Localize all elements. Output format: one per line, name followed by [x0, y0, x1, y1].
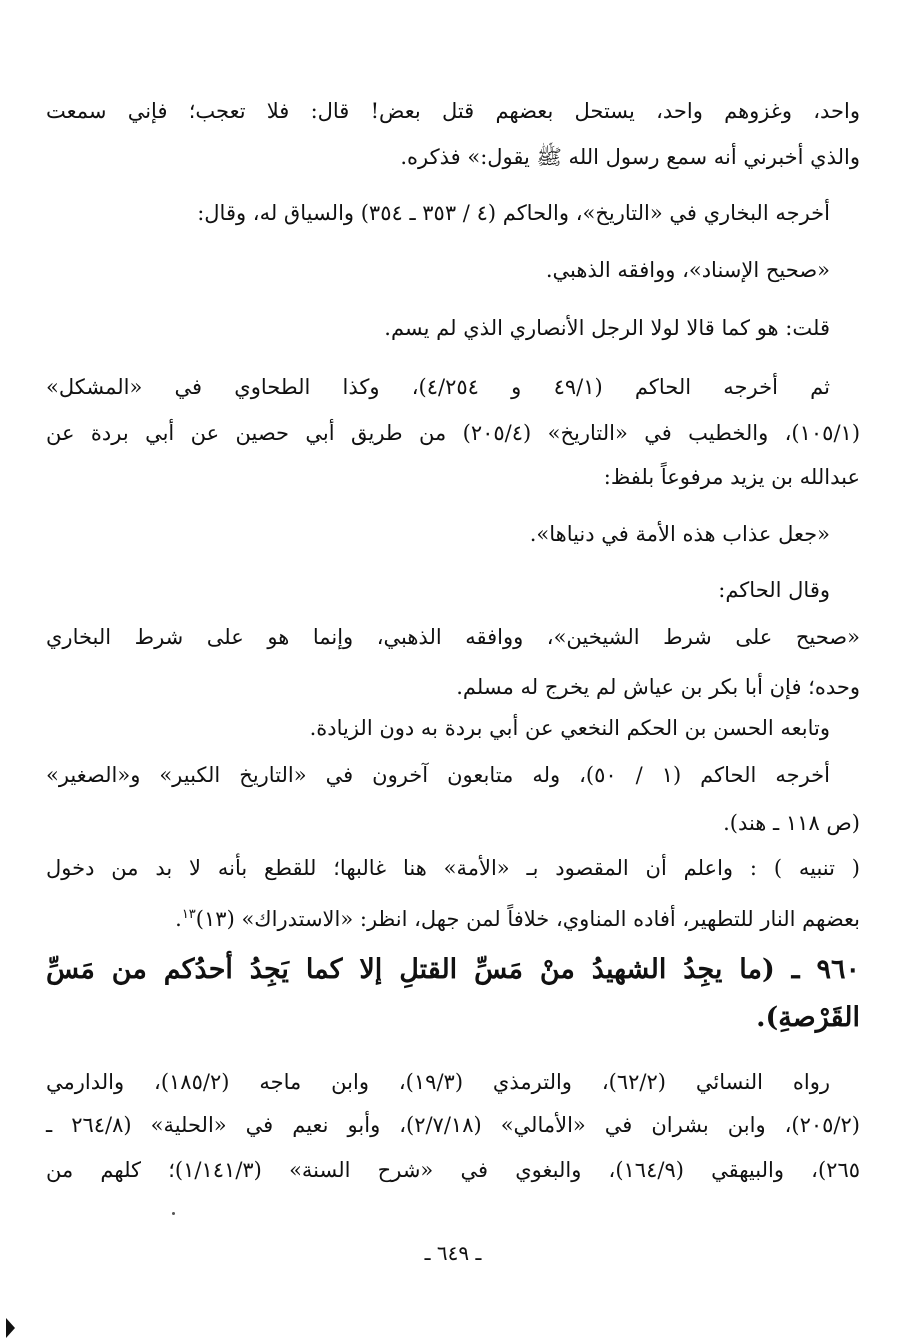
hadith-heading: ٩٦٠ ـ (ما يجِدُ الشهيدُ منْ مَسِّ القتلِ إلا كما يَجِدُ أحدُكم من مَسِّ — [46, 954, 860, 985]
text-line: ثم أخرجه الحاكم (٤٩/١ و ٤/٢٥٤)، وكذا الطحاوي في «المشكل» — [46, 375, 830, 399]
page-number: ـ ٦٤٩ ـ — [424, 1241, 482, 1265]
text-line: أخرجه الحاكم (١ / ٥٠)، وله متابعون آخرون في «التاريخ الكبير» و«الصغير» — [46, 763, 830, 787]
text-line: وتابعه الحسن بن الحكم النخعي عن أبي بردة به دون الزيادة. — [309, 716, 830, 740]
note-line: ( تنبيه ) : واعلم أن المقصود بـ «الأمة» هنا غالبها؛ للقطع بأنه لا بد من دخول — [46, 856, 860, 880]
text-line: أخرجه البخاري في «التاريخ»، والحاكم (٤ / ٣٥٣ ـ ٣٥٤) والسياق له، وقال: — [197, 201, 830, 225]
footnote-mark: ١٣ — [181, 907, 196, 922]
text-line: «صحيح الإسناد»، ووافقه الذهبي. — [545, 258, 830, 282]
hadith-heading: القَرْصةِ). — [756, 1002, 860, 1033]
quote-line: «جعل عذاب هذه الأمة في دنياها». — [529, 522, 830, 546]
note-line — [46, 900, 860, 934]
footnote-reference: (١٣)$^{١٣}$. — [175, 907, 235, 931]
text-line: (٢٠٥/٢)، وابن بشران في «الأمالي» (٢/٧/١٨)، وأبو نعيم في «الحلية» (٢٦٤/٨ ـ — [46, 1113, 860, 1137]
text-line: (١٠٥/١)، والخطيب في «التاريخ» (٢٠٥/٤) من طريق أبي حصين عن أبي بردة عن — [46, 421, 861, 445]
quote-line: «صحيح على شرط الشيخين»، ووافقه الذهبي، وإنما هو على شرط البخاري — [46, 625, 860, 649]
text-line: وقال الحاكم: — [718, 578, 830, 602]
speck-mark — [172, 1212, 175, 1215]
text-line: عبدالله بن يزيد مرفوعاً بلفظ: — [603, 465, 860, 489]
text-line: قلت: هو كما قالا لولا الرجل الأنصاري الذي لم يسم. — [384, 316, 830, 340]
text-line: واحد، وغزوهم واحد، يستحل بعضهم قتل بعض! قال: فلا تعجب؛ فإني سمعت — [46, 99, 860, 123]
note-text: بعضهم النار للتطهير، أفاده المناوي، خلافاً لمن جهل، انظر: «الاستدراك» — [241, 907, 860, 931]
text-line: رواه النسائي (٦٢/٢)، والترمذي (١٩/٣)، وابن ماجه (١٨٥/٢)، والدارمي — [46, 1070, 830, 1094]
text-line: (ص ١١٨ ـ هند). — [723, 811, 860, 835]
corner-mark-icon — [6, 1318, 15, 1338]
text-line: وحده؛ فإن أبا بكر بن عياش لم يخرج له مسلم. — [456, 675, 860, 699]
text-line: والذي أخبرني أنه سمع رسول الله ﷺ يقول:» فذكره. — [400, 145, 860, 169]
text-line: ٢٦٥)، والبيهقي (١٦٤/٩)، والبغوي في «شرح السنة» (١/١٤١/٣)؛ كلهم من — [46, 1158, 861, 1182]
